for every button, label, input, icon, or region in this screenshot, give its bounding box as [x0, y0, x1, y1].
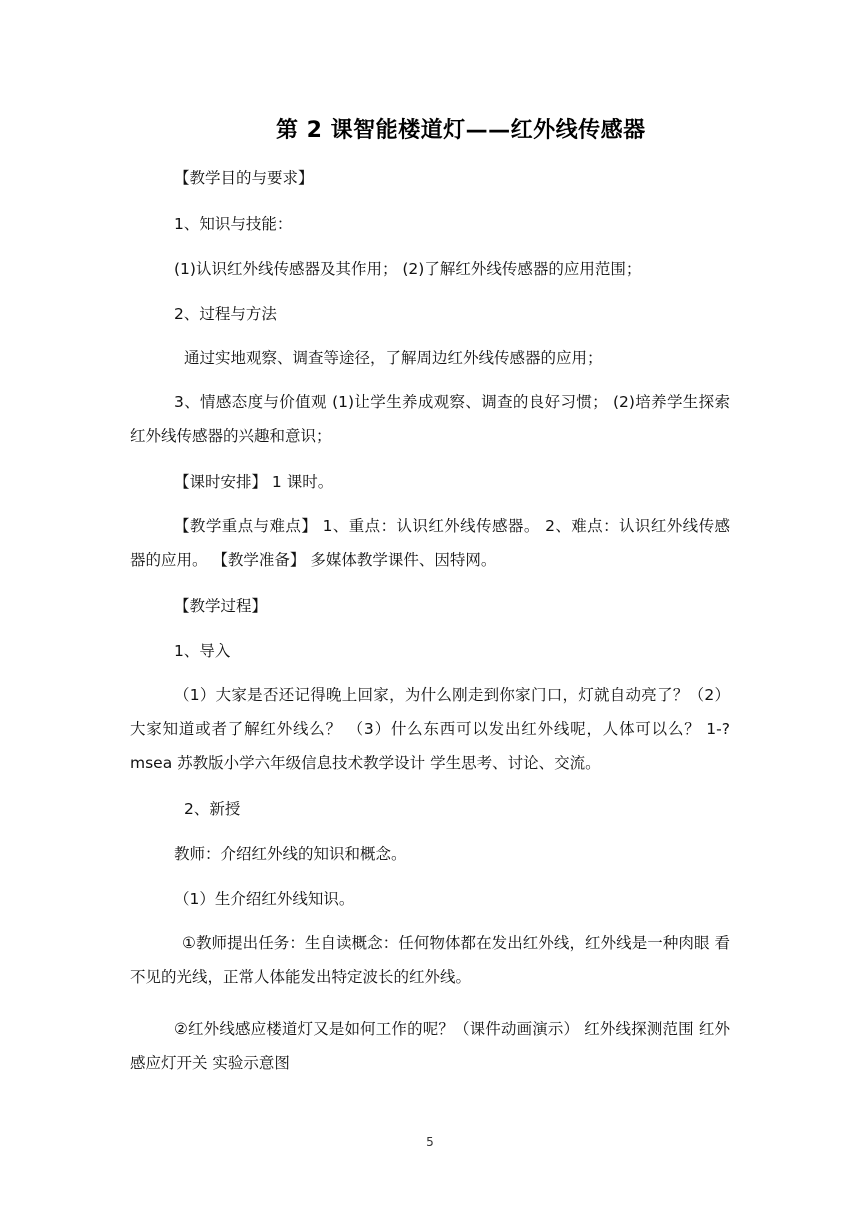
section-heading-process: 【教学过程】 [174, 597, 268, 615]
paragraph-process-method: 2、过程与方法 [174, 305, 277, 323]
paragraph-knowledge-items: (1)认识红外线传感器及其作用； (2)了解红外线传感器的应用范围； [174, 260, 642, 278]
paragraph-intro-questions: （1）大家是否还记得晚上回家，为什么刚走到你家门口，灯就自动亮了？（2）大家知道或者了解红外线么？ （3）什么东西可以发出红外线呢，人体可以么？ 1-?msea 苏教版小学六年级信息技术教学设计 学生思考、讨论、交流。 [130, 686, 730, 772]
paragraph-teacher-intro: 教师：介绍红外线的知识和概念。 [174, 845, 407, 863]
paragraph-how-it-works: ②红外线感应楼道灯又是如何工作的呢？（课件动画演示） 红外线探测范围 红外感应灯开关 实验示意图 [130, 1020, 730, 1072]
paragraph-key-points: 【教学重点与难点】 1、重点：认识红外线传感器。 2、难点：认识红外线传感器的应用。 【教学准备】 多媒体教学课件、因特网。 [130, 517, 730, 569]
document-title: 第 2 课智能楼道灯——红外线传感器 [276, 118, 646, 143]
paragraph-new-lesson: 2、新授 [184, 800, 241, 818]
paragraph-class-hours: 【课时安排】 1 课时。 [174, 473, 334, 491]
paragraph-knowledge-skills: 1、知识与技能： [174, 215, 293, 233]
paragraph-student-intro: （1）生介绍红外线知识。 [174, 890, 355, 908]
paragraph-task-concept: ①教师提出任务：生自读概念：任何物体都在发出红外线，红外线是一种肉眼 看不见的光线，正常人体能发出特定波长的红外线。 [130, 934, 730, 986]
section-heading-objectives: 【教学目的与要求】 [174, 169, 314, 187]
paragraph-intro-heading: 1、导入 [174, 642, 231, 660]
paragraph-attitude-values: 3、情感态度与价值观 (1)让学生养成观察、调查的良好习惯； (2)培养学生探索红外线传感器的兴趣和意识； [130, 393, 730, 445]
page-number: 5 [426, 1135, 434, 1149]
paragraph-process-detail: 通过实地观察、调查等途径，了解周边红外线传感器的应用； [184, 349, 603, 367]
